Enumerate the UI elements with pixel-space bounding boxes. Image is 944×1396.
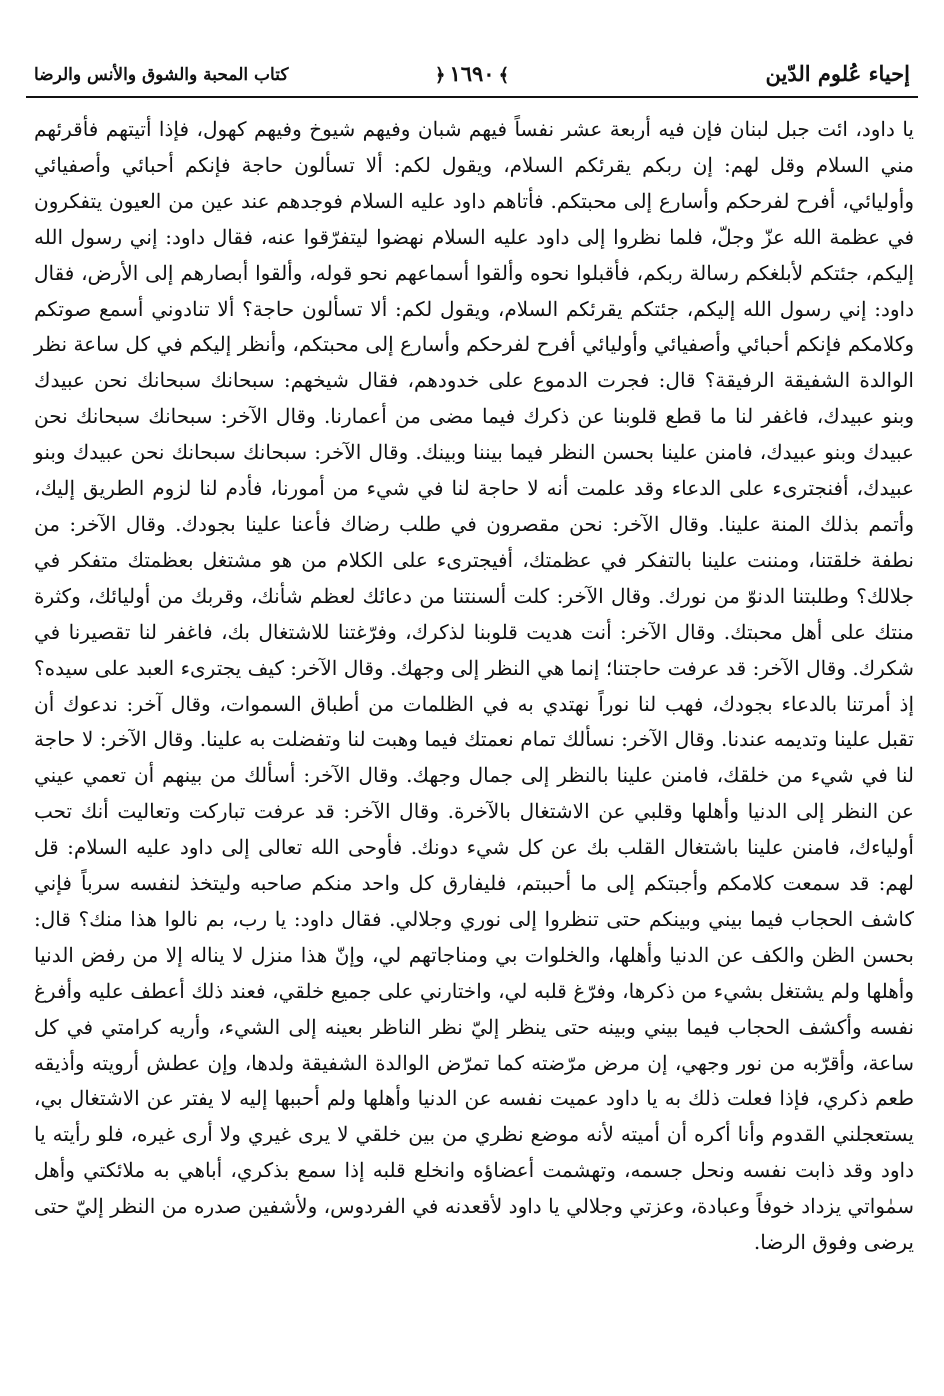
header-divider — [26, 96, 918, 98]
right-ornament-icon: ﴾ — [498, 65, 510, 86]
page-header — [26, 56, 918, 96]
body-paragraph: يا داود، ائت جبل لبنان فإن فيه أربعة عشر نفساً فيهم شبان وفيهم شيوخ وفيهم كهول، فإذا أتيتهم فأقرئهم مني السلام وقل لهم: إن ربكم يقرئكم السلام، ويقول لكم: ألا تسألون حاجة فإنكم أحبائي وأصفيائي وأوليائي، أفرح لفرحكم وأسارع إلى محبتكم. فأتاهم داود عليه السلام فوجدهم عند عين من العيون يتفكرون في عظمة الله عزّ وجلّ، فلما نظروا إلى داود عليه السلام نهضوا ليتفرّقوا عنه، فقال داود: إني رسول الله إليكم، جئتكم لأبلغكم رسالة ربكم، فأقبلوا نحوه وألقوا أسماعهم نحو قوله، وألقوا أبصارهم إلى الأرض، فقال داود: إني رسول الله إليكم، جئتكم يقرئكم السلام، ويقول لكم: ألا تسألون حاجة؟ ألا تنادوني أسمع صوتكم وكلامكم فإنكم أحبائي وأصفيائي وأوليائي أفرح لفرحكم وأسارع إلى محبتكم، وأنظر إليكم في كل ساعة نظر الوالدة الشفيقة الرفيقة؟ قال: فجرت الدموع على خدودهم، فقال شيخهم: سبحانك سبحانك نحن عبيدك وبنو عبيدك، فاغفر لنا ما قطع قلوبنا عن ذكرك فيما مضى من أعمارنا. وقال الآخر: سبحانك سبحانك نحن عبيدك وبنو عبيدك، فامنن علينا بحسن النظر فيما بيننا وبينك. وقال الآخر: سبحانك سبحانك نحن عبيدك وبنو عبيدك، أفنجترىء على الدعاء وقد علمت أنه لا حاجة لنا في شيء من أمورنا، فأدم لنا لزوم الطريق إليك، وأتمم بذلك المنة علينا. وقال الآخر: نحن مقصرون في طلب رضاك فأعنا علينا بجودك. وقال الآخر: من نطفة خلقتنا، ومننت علينا بالتفكر في عظمتك، أفيجترىء على الكلام من هو مشتغل بعظمتك متفكر في جلالك؟ وطلبتنا الدنوّ من نورك. وقال الآخر: كلت ألسنتنا من دعائك لعظم شأنك، وقربك من أوليائك، وكثرة منتك على أهل محبتك. وقال الآخر: أنت هديت قلوبنا لذكرك، وفرّغتنا للاشتغال بك، فاغفر لنا تقصيرنا في شكرك. وقال الآخر: قد عرفت حاجتنا؛ إنما هي النظر إلى وجهك. وقال الآخر: كيف يجترىء العبد على سيده؟ إذ أمرتنا بالدعاء بجودك، فهب لنا نوراً نهتدي به في الظلمات من أطباق السموات، وقال آخر: ندعوك أن تقبل علينا وتديمه عندنا. وقال الآخر: نسألك تمام نعمتك فيما وهبت لنا وتفضلت به علينا. وقال الآخر: لا حاجة لنا في شيء من خلقك، فامنن علينا بالنظر إلى جمال وجهك. وقال الآخر: أسألك من بينهم أن تعمي عيني عن النظر إلى الدنيا وأهلها وقلبي عن الاشتغال بالآخرة. وقال الآخر: قد عرفت تباركت وتعاليت أنك تحب أولياءك، فامنن علينا باشتغال القلب بك عن كل شيء دونك. فأوحى الله تعالى إلى داود عليه السلام: قل لهم: قد سمعت كلامكم وأجبتكم إلى ما أحببتم، فليفارق كل واحد منكم صاحبه وليتخذ لنفسه سرباً فإني كاشف الحجاب فيما بيني وبينكم حتى تنظروا إلى نوري وجلالي. فقال داود: يا رب، بم نالوا هذا منك؟ قال: بحسن الظن والكف عن الدنيا وأهلها، والخلوات بي ومناجاتهم لي، وإنّ هذا منزل لا يناله إلا من رفض الدنيا وأهلها ولم يشتغل بشيء من ذكرها، وفرّغ قلبه لي، واختارني على جميع خلقي، فعند ذلك أعطف عليه وأفرغ نفسه وأكشف الحجاب فيما بيني وبينه حتى ينظر إليّ نظر الناظر بعينه إلى الشيء، وأريه كرامتي في كل ساعة، وأقرّبه من نور وجهي، إن مرض مرّضته كما تمرّض الوالدة الشفيقة ولدها، وإن عطش أرويته وأذيقه طعم ذكري، فإذا فعلت ذلك به يا داود عميت نفسه عن الدنيا وأهلها ولم أحببها إليه لا يفتر عن الاشتغال بي، يستعجلني القدوم وأنا أكره أن أميته لأنه موضع نظري من بين خلقي لا يرى غيري ولا أرى غيره، فلو رأيته يا داود وقد ذابت نفسه ونحل جسمه، وتهشمت أعضاؤه وانخلع قلبه إذا سمع بذكري، أباهي به ملائكتي وأهل سمٰواتي يزداد خوفاً وعبادة، وعزتي وجلالي يا داود لأقعدنه في الفردوس، ولأشفين صدره من النظر إليّ حتى يرضى وفوق الرضا. — [34, 117, 915, 1255]
page-number: ١٦٩٠ — [449, 61, 495, 86]
book-title: إحياء عُلوم الدّين — [765, 61, 910, 86]
left-ornament-icon: ﴿ — [434, 65, 446, 86]
chapter-title: كتاب المحبة والشوق والأنس والرضا — [34, 65, 289, 85]
body-text-block — [34, 112, 914, 1261]
page-number-box — [431, 56, 513, 94]
